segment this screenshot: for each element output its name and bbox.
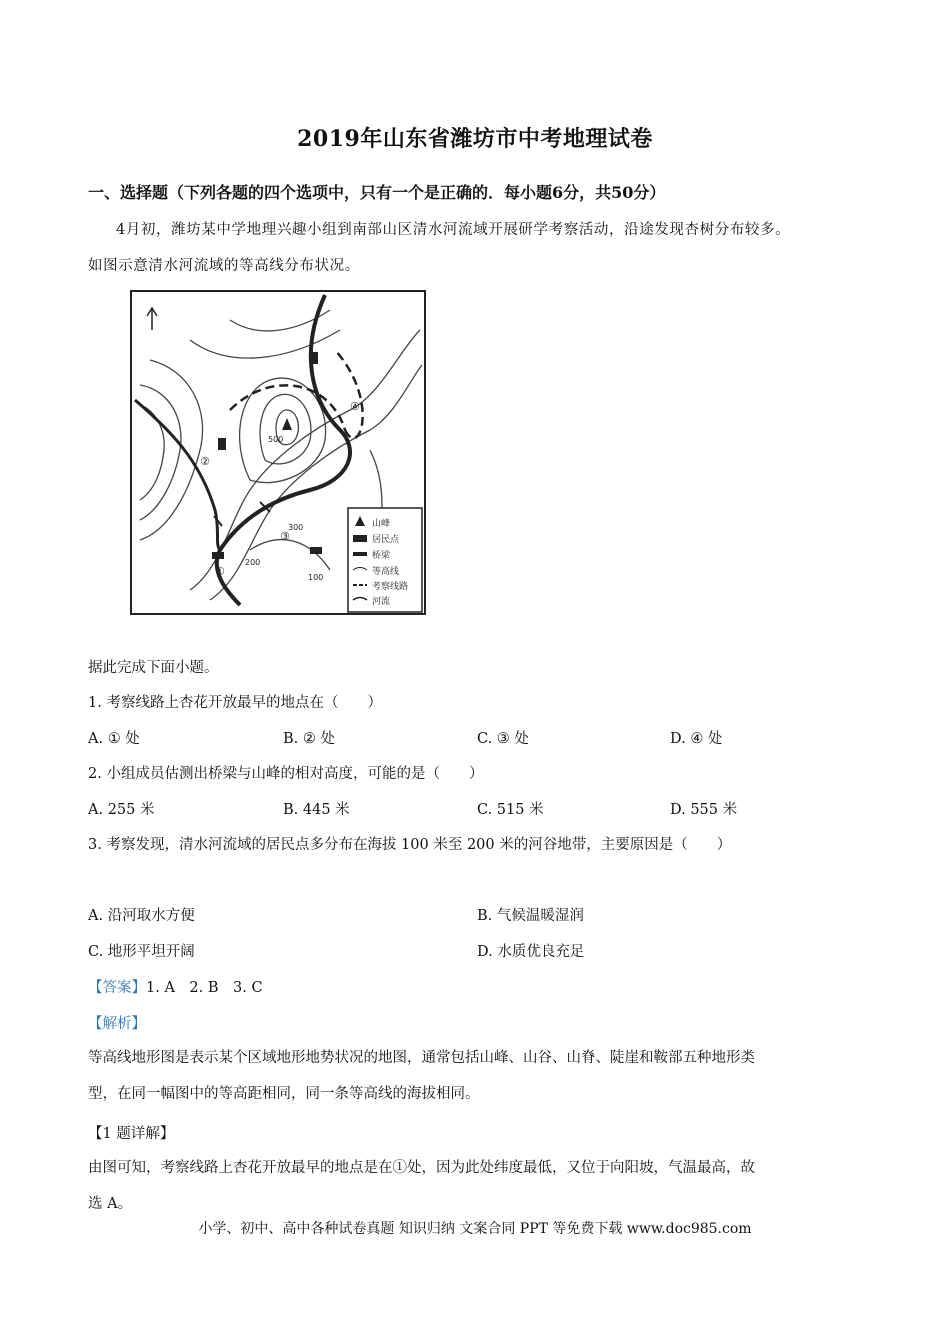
detail-line: 选 A。 [88, 1196, 133, 1212]
analysis-line: 等高线地形图是表示某个区域地形地势状况的地图，通常包括山峰、山谷、山脊、陡崖和鞍部五种地形类 [88, 1050, 755, 1066]
intro-line: 4月初，潍坊某中学地理兴趣小组到南部山区清水河流域开展研学考察活动，沿途发现杏树分布较多。 [116, 222, 791, 238]
q2-option-b: B. 445 米 [283, 802, 350, 818]
contour-map [130, 290, 426, 615]
detail-label: 【1 题详解】 [88, 1126, 175, 1142]
svg-text:河流: 河流 [372, 597, 391, 607]
svg-text:山峰: 山峰 [372, 519, 391, 529]
answer-text: 1. A 2. B 3. C [146, 980, 263, 996]
contour-label: 500 [268, 435, 284, 444]
map-legend [348, 508, 422, 612]
marker-4: ④ [350, 400, 360, 413]
q1-option-c: C. ③ 处 [477, 731, 529, 747]
answer-label: 【答案】 [88, 980, 146, 996]
analysis-paragraph [88, 1040, 868, 1112]
q3-option-b: B. 气候温暖湿润 [477, 908, 584, 924]
lead-in-text: 据此完成下面小题。 [88, 660, 219, 676]
q1-option-b: B. ② 处 [283, 731, 335, 747]
page-footer: 小学、初中、高中各种试卷真题 知识归纳 文案合同 PPT 等免费下载 www.doc985.com [198, 1221, 752, 1237]
legend-settlement-icon [353, 535, 367, 542]
intro-paragraph [88, 212, 868, 284]
svg-text:桥梁: 桥梁 [372, 551, 391, 561]
page-title: 2019年山东省潍坊市中考地理试卷 [297, 126, 653, 152]
question-2-stem: 2. 小组成员估测出桥梁与山峰的相对高度，可能的是（ ） [88, 766, 484, 782]
detail-paragraph [88, 1150, 868, 1222]
svg-text:考察线路: 考察线路 [372, 582, 409, 592]
intro-line: 如图示意清水河流域的等高线分布状况。 [88, 258, 360, 274]
contour-label: 200 [245, 558, 261, 567]
analysis-label: 【解析】 [88, 1016, 146, 1032]
detail-line: 由图可知，考察线路上杏花开放最早的地点是在①处，因为此处纬度最低，又位于向阳坡，气温最高，故 [88, 1160, 755, 1176]
contour-label: 300 [288, 523, 304, 532]
section-heading: 一、选择题（下列各题的四个选项中，只有一个是正确的．每小题6分，共50分） [88, 183, 666, 202]
q2-option-d: D. 555 米 [670, 802, 738, 818]
q2-option-c: C. 515 米 [477, 802, 544, 818]
marker-1: ① [215, 565, 225, 578]
q3-option-c: C. 地形平坦开阔 [88, 944, 195, 960]
q3-option-a: A. 沿河取水方便 [88, 908, 195, 924]
answer-line [88, 970, 263, 1006]
question-1-stem: 1. 考察线路上杏花开放最早的地点在（ ） [88, 695, 382, 711]
marker-3: ③ [280, 530, 290, 543]
q1-option-d: D. ④ 处 [670, 731, 723, 747]
marker-2: ② [200, 455, 210, 468]
q2-option-a: A. 255 米 [88, 802, 155, 818]
q1-option-a: A. ① 处 [88, 731, 140, 747]
analysis-line: 型，在同一幅图中的等高距相同，同一条等高线的海拔相同。 [88, 1086, 480, 1102]
contour-label: 100 [308, 573, 324, 582]
question-3-stem: 3. 考察发现，清水河流域的居民点多分布在海拔 100 米至 200 米的河谷地带，主要原因是（ ） [88, 837, 732, 853]
q3-option-d: D. 水质优良充足 [477, 944, 585, 960]
svg-text:居民点: 居民点 [372, 535, 400, 545]
svg-text:等高线: 等高线 [372, 567, 400, 577]
